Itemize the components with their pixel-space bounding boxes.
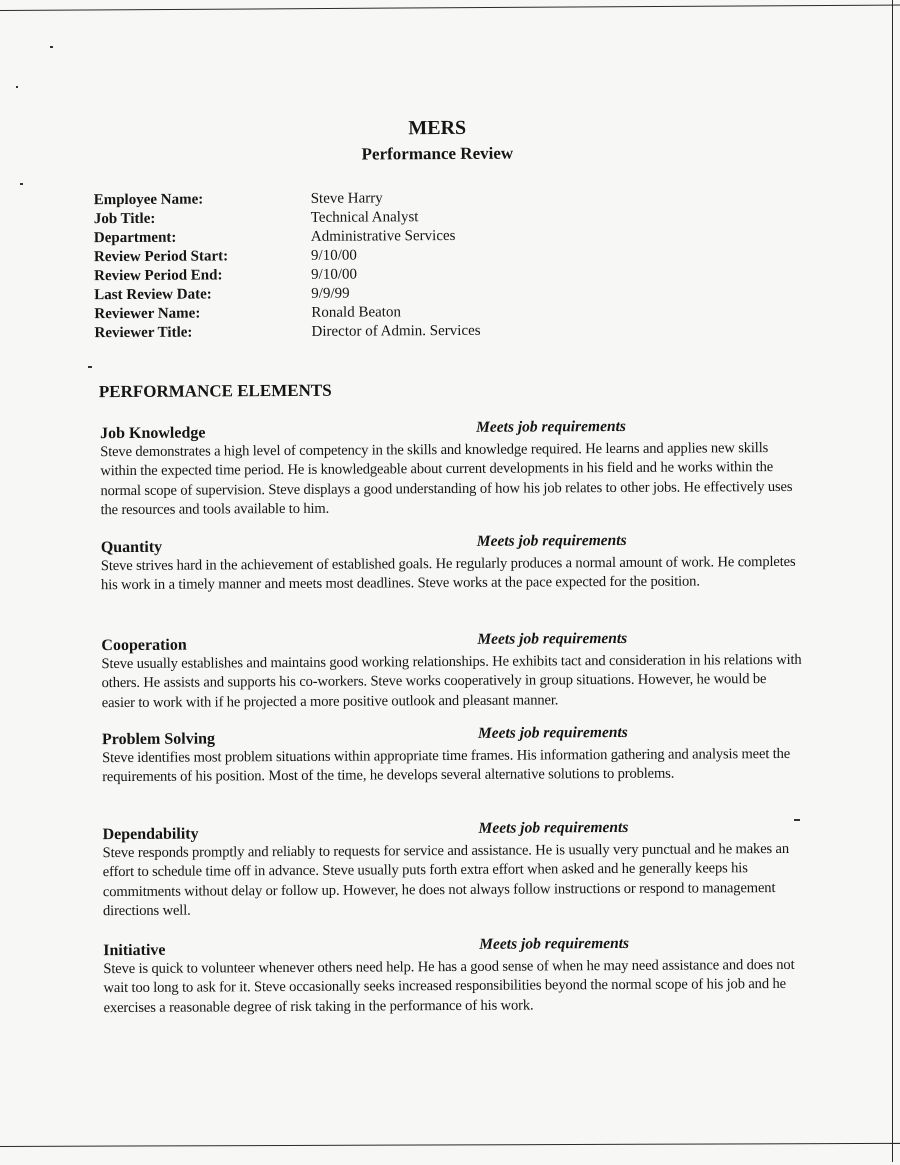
- info-value: Administrative Services: [310, 227, 456, 245]
- element-rating: Meets job requirements: [476, 531, 627, 550]
- info-value: 9/9/99: [311, 285, 350, 302]
- element-rating: Meets job requirements: [477, 629, 628, 648]
- info-label: Review Period End:: [94, 267, 223, 285]
- document-title: MERS: [408, 116, 467, 140]
- section-title: PERFORMANCE ELEMENTS: [98, 380, 332, 402]
- element-name: Problem Solving: [101, 730, 216, 749]
- info-value: Director of Admin. Services: [311, 322, 481, 340]
- element-name: Initiative: [103, 941, 166, 960]
- element-description: Steve demonstrates a high level of competency in the skills and knowledge required. He learns and applies new skills within the expected time period. He is knowledgeable about current developments in his field and he works within the normal scope of supervision. Steve displays a good understanding of how his job relates to other jobs. He effectively uses the resources and tools available to him.: [100, 440, 793, 519]
- element-name: Job Knowledge: [100, 424, 206, 443]
- info-label: Last Review Date:: [94, 286, 212, 304]
- info-label: Department:: [93, 229, 177, 247]
- info-label: Reviewer Title:: [94, 324, 193, 342]
- element-name: Dependability: [102, 825, 199, 844]
- info-label: Employee Name:: [93, 191, 204, 209]
- info-value: Technical Analyst: [310, 209, 419, 226]
- info-label: Job Title:: [93, 210, 156, 228]
- element-description: Steve identifies most problem situations within appropriate time frames. His information gathering and analysis meet the requirements of his position. Most of the time, he develops several alternative solutions to problems.: [102, 745, 791, 786]
- performance-element-dependability: [102, 820, 803, 921]
- element-rating: Meets job requirements: [479, 934, 630, 953]
- info-value: 9/10/00: [310, 247, 357, 264]
- document-subtitle: Performance Review: [361, 143, 514, 164]
- element-description: Steve is quick to volunteer whenever others need help. He has a good sense of when he may need assistance and does not wait too long to ask for it. Steve occasionally seeks increased responsibilities beyond the normal scope of his job and he exercises a reasonable degree of risk taking in the performance of his work.: [103, 956, 795, 1016]
- info-label: Review Period Start:: [93, 248, 229, 266]
- performance-element-quantity: [101, 533, 801, 596]
- performance-element-job-knowledge: [100, 419, 801, 520]
- info-row-reviewer-title: [94, 322, 654, 344]
- element-name: Quantity: [100, 538, 163, 557]
- element-name: Cooperation: [101, 636, 187, 655]
- performance-element-problem-solving: [102, 725, 802, 788]
- element-description: Steve usually establishes and maintains good working relationships. He exhibits tact and consideration in his relations with others. He assists and supports his co-workers. Steve works cooperatively in group situations. However, he would be easier to work with if he projected a more positive outlook and pleasant manner.: [101, 651, 802, 711]
- element-description: Steve responds promptly and reliably to requests for service and assistance. He is usually very punctual and he makes an effort to schedule time off in advance. Steve usually puts forth extra effort when asked and he generally keeps his commitments without delay or follow up. However, he does not always follow instructions or respond to management directions well.: [102, 840, 790, 920]
- info-value: 9/10/00: [311, 266, 358, 283]
- employee-info-block: [94, 189, 655, 344]
- info-value: Ronald Beaton: [311, 304, 401, 321]
- info-value: Steve Harry: [310, 190, 383, 207]
- element-description: Steve strives hard in the achievement of established goals. He regularly produces a normal amount of work. He completes his work in a timely manner and meets most deadlines. Steve works at the pace expected for the position.: [100, 553, 796, 594]
- info-label: Reviewer Name:: [94, 305, 201, 323]
- element-rating: Meets job requirements: [478, 818, 629, 837]
- element-rating: Meets job requirements: [476, 417, 626, 436]
- element-rating: Meets job requirements: [477, 723, 628, 742]
- performance-element-cooperation: [101, 631, 801, 713]
- performance-element-initiative: [103, 936, 803, 1018]
